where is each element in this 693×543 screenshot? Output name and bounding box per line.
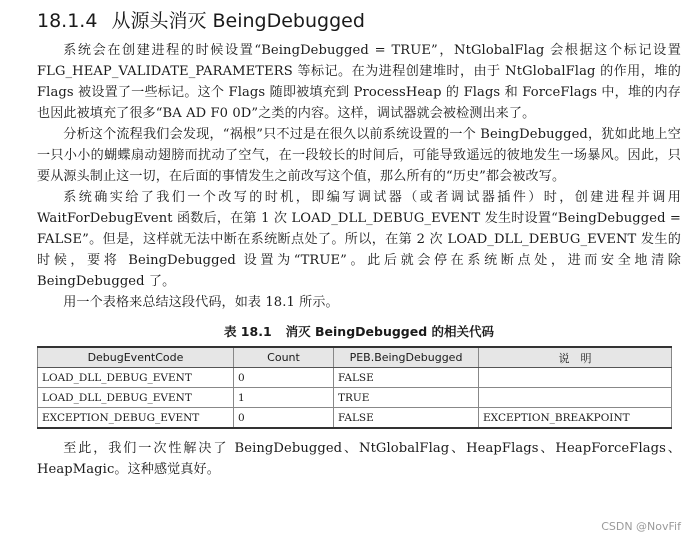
table-cell: FALSE bbox=[334, 368, 479, 388]
table-row bbox=[38, 368, 672, 388]
table-caption bbox=[37, 323, 681, 341]
table-cell: FALSE bbox=[334, 408, 479, 429]
paragraph: 系统会在创建进程的时候设置“BeingDebugged = TRUE”，NtGlobalFlag 会根据这个标记设置 FLG_HEAP_VALIDATE_PARAMETERS 等标记。在为进程创建堆时，由于 NtGlobalFlag 的作用，堆的 Flags 被设置了一些标记。这个 Flags 随即被填充到 ProcessHeap 的 Flags 和 ForceFlags 中，堆的内存也因此被填充了很多“BA AD F0 0D”之类的内容。这样，调试器就会被检测出来了。 bbox=[37, 43, 681, 121]
table-cell: EXCEPTION_BREAKPOINT bbox=[479, 408, 672, 429]
table-row bbox=[38, 408, 672, 429]
section-heading bbox=[37, 8, 681, 34]
debug-event-table bbox=[37, 346, 672, 429]
table-caption-number: 表 18.1 bbox=[223, 324, 272, 339]
table-cell: LOAD_DLL_DEBUG_EVENT bbox=[38, 368, 234, 388]
table-cell: 1 bbox=[234, 388, 334, 408]
header-count: Count bbox=[234, 347, 334, 368]
header-debug-event-code: DebugEventCode bbox=[38, 347, 234, 368]
table-cell: TRUE bbox=[334, 388, 479, 408]
table-cell: 0 bbox=[234, 368, 334, 388]
table-cell: LOAD_DLL_DEBUG_EVENT bbox=[38, 388, 234, 408]
table-cell: 0 bbox=[234, 408, 334, 429]
closing-paragraph: 至此，我们一次性解决了 BeingDebugged、NtGlobalFlag、HeapFlags、HeapForceFlags、HeapMagic。这种感觉真好。 bbox=[37, 441, 681, 477]
table-cell bbox=[479, 368, 672, 388]
section-number: 18.1.4 bbox=[37, 10, 98, 32]
paragraph: 系统确实给了我们一个改写的时机，即编写调试器（或者调试器插件）时，创建进程并调用 WaitForDebugEvent 函数后，在第 1 次 LOAD_DLL_DEBUG_EVENT 发生时设置“BeingDebugged = FALSE”。但是，这样就无法中断在系统断点处了。所以，在第 2 次 LOAD_DLL_DEBUG_EVENT 发生的时候，要将 BeingDebugged 设置为“TRUE”。此后就会停在系统断点处，进而安全地清除 BeingDebugged 了。 bbox=[37, 190, 681, 289]
table-caption-title: 消灭 BeingDebugged 的相关代码 bbox=[285, 324, 495, 339]
table-cell: EXCEPTION_DEBUG_EVENT bbox=[38, 408, 234, 429]
paragraph: 用一个表格来总结这段代码，如表 18.1 所示。 bbox=[63, 295, 339, 310]
table-header-row bbox=[38, 347, 672, 368]
header-peb-being-debugged: PEB.BeingDebugged bbox=[334, 347, 479, 368]
header-description: 说 明 bbox=[479, 347, 672, 368]
table-cell bbox=[479, 388, 672, 408]
watermark: CSDN @NovFif bbox=[601, 520, 681, 533]
table-row bbox=[38, 388, 672, 408]
paragraph: 分析这个流程我们会发现，“祸根”只不过是在很久以前系统设置的一个 BeingDebugged，犹如此地上空一只小小的蝴蝶扇动翅膀而扰动了空气，在一段较长的时间后，可能导致遥远的彼地发生一场暴风。因此，只要从源头制止这一切，在后面的事情发生之前改写这个值，那么所有的“历史”都会被改写。 bbox=[37, 127, 681, 184]
section-title: 从源头消灭 BeingDebugged bbox=[111, 10, 365, 32]
